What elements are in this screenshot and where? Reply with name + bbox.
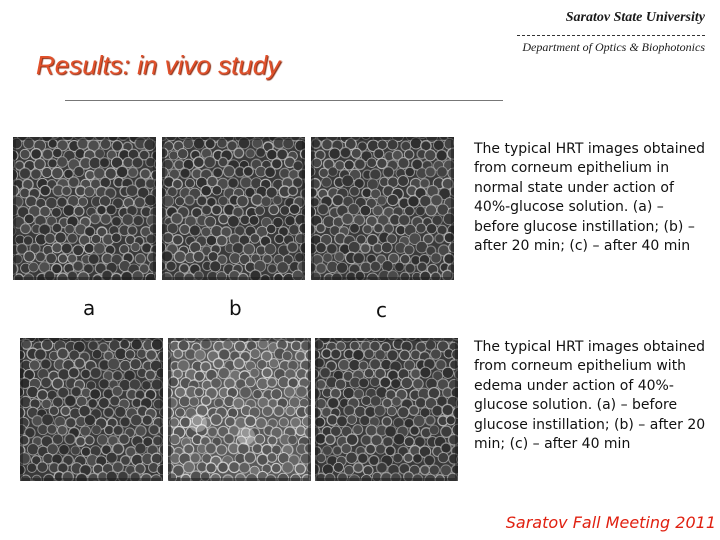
department-name: Department of Optics & Biophotonics [522, 40, 705, 54]
hrt-image-normal-c [311, 137, 454, 280]
hrt-image-edema-b [168, 338, 311, 481]
caption-normal-state: The typical HRT images obtained from corneum epithelium in normal state under action of 40%-glucose solution. (a) – before glucose instillation; (b) – after 20 min; (c) – after 40 min [474, 141, 706, 255]
figure-label-a: a [83, 296, 96, 320]
title-underline [65, 100, 503, 101]
hrt-image-edema-a [20, 338, 163, 481]
hrt-image-normal-b [162, 137, 305, 280]
slide-title: Results: in vivo study [36, 50, 281, 80]
conference-footer: Saratov Fall Meeting 2011 [505, 513, 716, 532]
hrt-image-edema-c [315, 338, 458, 481]
figure-label-b: b [229, 296, 242, 320]
figure-label-c: c [376, 298, 387, 322]
university-name: Saratov State University [565, 10, 705, 25]
hrt-image-normal-a [13, 137, 156, 280]
caption-edema: The typical HRT images obtained from corneum epithelium with edema under action of 40%-glucose solution. (a) – before glucose instillation; (b) – after 20 min; (c) – after 40 min [474, 339, 706, 453]
header-divider [517, 35, 705, 36]
